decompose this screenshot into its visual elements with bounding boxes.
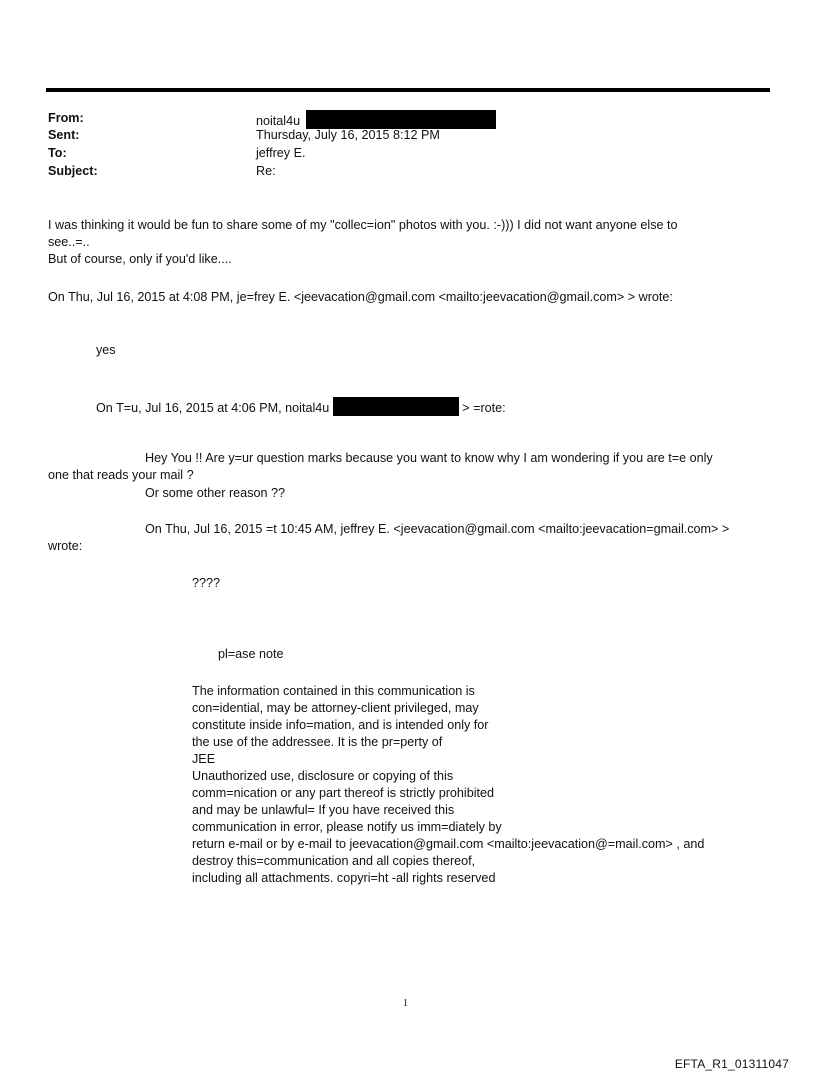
body-line-1: I was thinking it would be fun to share some of my "collec=ion" photos with you. :-))) I did not want anyone else to	[48, 218, 678, 232]
sent-value: Thursday, July 16, 2015 8:12 PM	[256, 128, 440, 142]
to-label: To:	[48, 146, 67, 160]
hey-line-2: one that reads your mail ?	[48, 468, 194, 482]
disclaimer-line: return e-mail or by e-mail to jeevacation@gmail.com <mailto:jeevacation@=mail.com> , and	[192, 837, 705, 851]
disclaimer-line: The information contained in this communication is	[192, 684, 475, 698]
to-value: jeffrey E.	[256, 146, 306, 160]
disclaimer-line: communication in error, please notify us imm=diately by	[192, 820, 502, 834]
disclaimer-line: including all attachments. copyri=ht -all rights reserved	[192, 871, 496, 885]
sent-label: Sent:	[48, 128, 80, 142]
bates-number: EFTA_R1_01311047	[674, 1057, 789, 1071]
from-label: From:	[48, 111, 84, 125]
page-number: 1	[403, 998, 408, 1009]
question-marks: ????	[192, 576, 221, 590]
quote3-header-line-2: wrote:	[48, 539, 83, 553]
hey-line-1: Hey You !! Are y=ur question marks because you want to know why I am wondering if you are t=e only	[145, 451, 713, 465]
disclaimer-line: and may be unlawful= If you have received this	[192, 803, 455, 817]
quote2-header	[96, 397, 506, 417]
body-line-2: see..=..	[48, 235, 90, 249]
disclaimer-line: comm=nication or any part thereof is strictly prohibited	[192, 786, 495, 800]
disclaimer-line: con=idential, may be attorney-client privileged, may	[192, 701, 479, 715]
header-rule	[46, 88, 770, 92]
quote2-header-post: > =rote:	[462, 401, 506, 415]
disclaimer	[192, 683, 704, 887]
quote2-header-pre: On T=u, Jul 16, 2015 at 4:06 PM, noital4u	[96, 401, 330, 415]
body-line-3: But of course, only if you'd like....	[48, 252, 232, 266]
disclaimer-line: destroy this=communication and all copies thereof,	[192, 854, 476, 868]
hey-line-3: Or some other reason ??	[145, 486, 286, 500]
quote3-header-line-1: On Thu, Jul 16, 2015 =t 10:45 AM, jeffrey E. <jeevacation@gmail.com <mailto:jeevacation=gmail.com> >	[145, 522, 730, 536]
from-name: noital4u	[256, 114, 301, 128]
disclaimer-line: Unauthorized use, disclosure or copying of this	[192, 769, 454, 783]
subject-label: Subject:	[48, 164, 98, 178]
quote1-header: On Thu, Jul 16, 2015 at 4:08 PM, je=frey E. <jeevacation@gmail.com <mailto:jeevacation@gmail.com> > wrote:	[48, 290, 673, 304]
redaction-box	[333, 397, 459, 416]
disclaimer-line: the use of the addressee. It is the pr=perty of	[192, 735, 443, 749]
reply-yes: yes	[96, 343, 116, 357]
subject-value: Re:	[256, 164, 276, 178]
please-note: pl=ase note	[218, 647, 284, 661]
disclaimer-line: JEE	[192, 752, 216, 766]
disclaimer-line: constitute inside info=mation, and is intended only for	[192, 718, 489, 732]
